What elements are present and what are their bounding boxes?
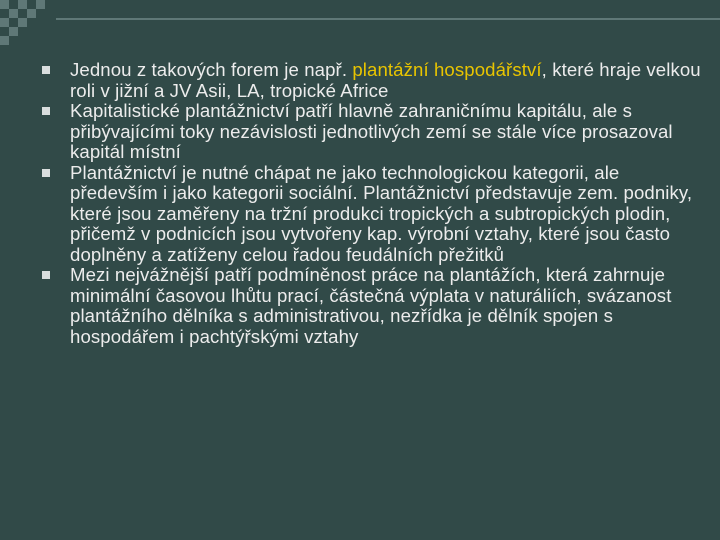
bullet-item-3 bbox=[42, 163, 702, 266]
bullet-list bbox=[42, 60, 702, 347]
bullet-text-1-part-1: Jednou z takových forem je např. bbox=[70, 59, 353, 80]
highlighted-term: plantážní hospodářství bbox=[352, 59, 542, 80]
header-rule bbox=[56, 18, 720, 20]
square-bullet-icon bbox=[42, 66, 50, 74]
bullet-text-1-part-2: , které hraje velkou roli v jižní a JV Asii, LA, tropické Africe bbox=[70, 59, 701, 101]
bullet-text-2: Kapitalistické plantážnictví patří hlavně zahraničnímu kapitálu, ale s přibývajícími toky nezávislosti jednotlivých zemí se stále více prosazoval kapitál místní bbox=[70, 100, 673, 162]
bullet-item-4 bbox=[42, 265, 702, 347]
bullet-item-1 bbox=[42, 60, 702, 101]
square-bullet-icon bbox=[42, 107, 50, 115]
square-bullet-icon bbox=[42, 271, 50, 279]
bullet-item-2 bbox=[42, 101, 702, 163]
square-bullet-icon bbox=[42, 169, 50, 177]
bullet-text-3: Plantážnictví je nutné chápat ne jako technologickou kategorii, ale především i jako kategorii sociální. Plantážnictví představuje zem. podniky, které jsou zaměřeny na tržní produkci tropických a subtropických plodin, přičemž v podnicích jsou vytvořeny kap. výrobní vztahy, které jsou často doplněny a zatíženy celou řadou feudálních přežitků bbox=[70, 161, 693, 265]
checker-pattern-decoration bbox=[0, 0, 60, 46]
bullet-text-4: Mezi nejvážnější patří podmíněnost práce na plantážích, která zahrnuje minimální časovou lhůtu prací, částečná výplata v naturáliích, svázanost plantážního dělníka s administrativou, nezřídka je dělník spojen s hospodářem i pachtýřskými vztahy bbox=[70, 264, 672, 347]
